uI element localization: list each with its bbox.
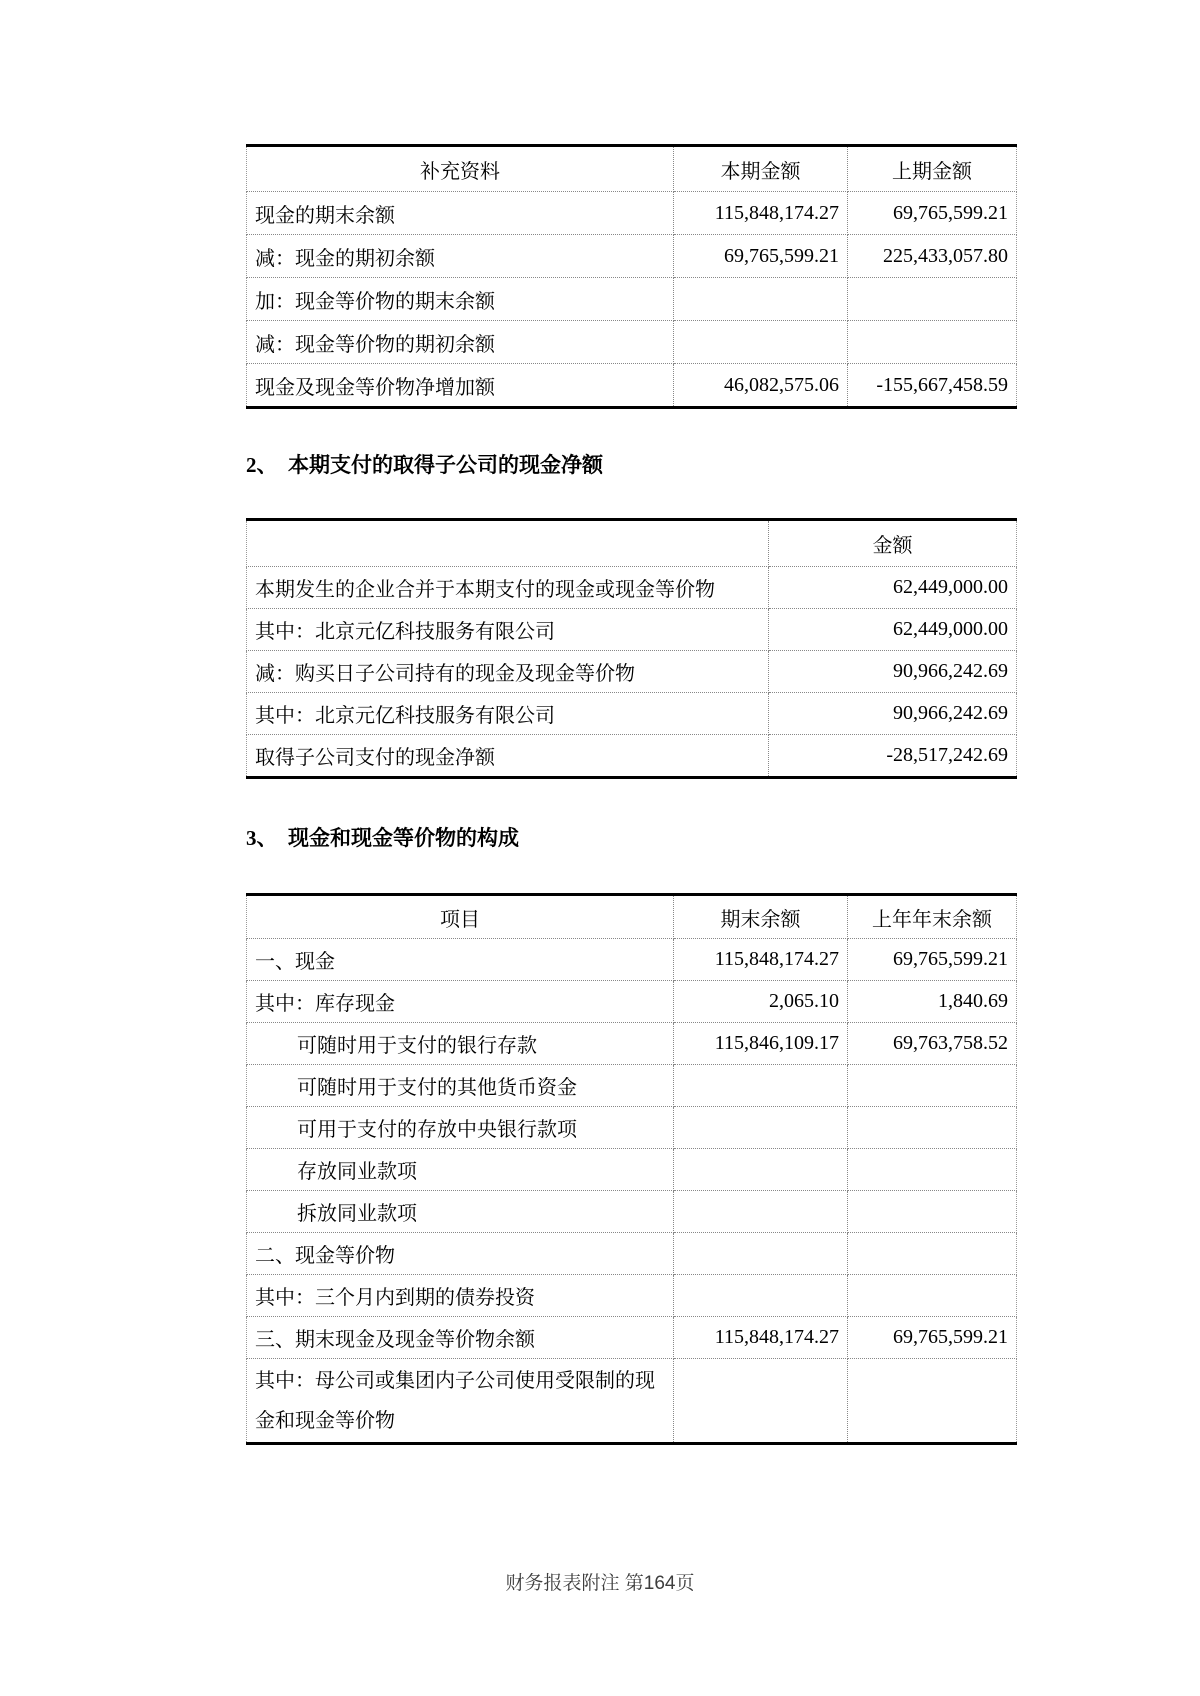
current-amount: 69,765,599.21 bbox=[674, 235, 848, 278]
table-row bbox=[247, 192, 1017, 235]
ending-balance: 115,848,174.27 bbox=[674, 1317, 848, 1359]
row-label: 一、现金 bbox=[247, 939, 674, 981]
supplementary-data-table bbox=[246, 144, 1017, 409]
page-footer: 财务报表附注 第164页 bbox=[505, 1573, 695, 1594]
amount: 90,966,242.69 bbox=[769, 693, 1017, 735]
current-amount: 115,848,174.27 bbox=[674, 192, 848, 235]
row-label: 可用于支付的存放中央银行款项 bbox=[247, 1107, 674, 1149]
row-label: 减：现金等价物的期初余额 bbox=[247, 321, 674, 364]
table-row bbox=[247, 981, 1017, 1023]
header-current-period-amount: 本期金额 bbox=[674, 146, 848, 192]
header-prior-year-end-balance: 上年年末余额 bbox=[848, 895, 1017, 939]
section3-heading bbox=[246, 822, 519, 852]
row-label: 现金的期末余额 bbox=[247, 192, 674, 235]
section3-title: 现金和现金等价物的构成 bbox=[288, 826, 519, 850]
table-row bbox=[247, 939, 1017, 981]
prior-year-end-balance bbox=[848, 1191, 1017, 1233]
table-header-row bbox=[247, 520, 1017, 567]
row-label: 二、现金等价物 bbox=[247, 1233, 674, 1275]
amount: 62,449,000.00 bbox=[769, 609, 1017, 651]
prior-amount: 69,765,599.21 bbox=[848, 192, 1017, 235]
section2-heading bbox=[246, 449, 603, 479]
current-amount bbox=[674, 321, 848, 364]
row-label: 本期发生的企业合并于本期支付的现金或现金等价物 bbox=[247, 567, 769, 609]
row-label: 加：现金等价物的期末余额 bbox=[247, 278, 674, 321]
table-row bbox=[247, 235, 1017, 278]
header-ending-balance: 期末余额 bbox=[674, 895, 848, 939]
table-row bbox=[247, 693, 1017, 735]
ending-balance: 115,846,109.17 bbox=[674, 1023, 848, 1065]
table-header-row bbox=[247, 895, 1017, 939]
prior-year-end-balance bbox=[848, 1065, 1017, 1107]
table-row bbox=[247, 567, 1017, 609]
table-row bbox=[247, 321, 1017, 364]
row-label: 现金及现金等价物净增加额 bbox=[247, 364, 674, 408]
ending-balance bbox=[674, 1233, 848, 1275]
amount: -28,517,242.69 bbox=[769, 735, 1017, 778]
prior-amount: 225,433,057.80 bbox=[848, 235, 1017, 278]
current-amount bbox=[674, 278, 848, 321]
table-row bbox=[247, 1065, 1017, 1107]
row-label: 存放同业款项 bbox=[247, 1149, 674, 1191]
row-label: 可随时用于支付的其他货币资金 bbox=[247, 1065, 674, 1107]
ending-balance: 2,065.10 bbox=[674, 981, 848, 1023]
table-row bbox=[247, 651, 1017, 693]
table-row bbox=[247, 735, 1017, 778]
row-label: 三、期末现金及现金等价物余额 bbox=[247, 1317, 674, 1359]
row-label: 取得子公司支付的现金净额 bbox=[247, 735, 769, 778]
prior-year-end-balance bbox=[848, 1275, 1017, 1317]
prior-year-end-balance: 69,765,599.21 bbox=[848, 939, 1017, 981]
ending-balance bbox=[674, 1149, 848, 1191]
table-row bbox=[247, 1107, 1017, 1149]
table-row bbox=[247, 1275, 1017, 1317]
table-row bbox=[247, 609, 1017, 651]
current-amount: 46,082,575.06 bbox=[674, 364, 848, 408]
amount: 90,966,242.69 bbox=[769, 651, 1017, 693]
ending-balance bbox=[674, 1065, 848, 1107]
row-label: 其中：母公司或集团内子公司使用受限制的现金和现金等价物 bbox=[247, 1359, 674, 1444]
prior-amount: -155,667,458.59 bbox=[848, 364, 1017, 408]
prior-year-end-balance bbox=[848, 1149, 1017, 1191]
row-label: 其中：三个月内到期的债券投资 bbox=[247, 1275, 674, 1317]
ending-balance bbox=[674, 1275, 848, 1317]
table-row bbox=[247, 1233, 1017, 1275]
header-blank bbox=[247, 520, 769, 567]
ending-balance bbox=[674, 1191, 848, 1233]
amount: 62,449,000.00 bbox=[769, 567, 1017, 609]
ending-balance: 115,848,174.27 bbox=[674, 939, 848, 981]
row-label: 拆放同业款项 bbox=[247, 1191, 674, 1233]
section2-title: 本期支付的取得子公司的现金净额 bbox=[288, 453, 603, 477]
row-label: 其中：北京元亿科技服务有限公司 bbox=[247, 609, 769, 651]
section2-number: 2、 bbox=[246, 453, 278, 477]
subsidiary-acquisition-cash-table bbox=[246, 518, 1017, 779]
header-item: 项目 bbox=[247, 895, 674, 939]
prior-year-end-balance bbox=[848, 1233, 1017, 1275]
row-label: 减：购买日子公司持有的现金及现金等价物 bbox=[247, 651, 769, 693]
prior-year-end-balance bbox=[848, 1107, 1017, 1149]
ending-balance bbox=[674, 1359, 848, 1444]
row-label: 减：现金的期初余额 bbox=[247, 235, 674, 278]
row-label: 其中：北京元亿科技服务有限公司 bbox=[247, 693, 769, 735]
header-amount: 金额 bbox=[769, 520, 1017, 567]
prior-year-end-balance: 69,765,599.21 bbox=[848, 1317, 1017, 1359]
cash-composition-table bbox=[246, 893, 1017, 1445]
table-row bbox=[247, 364, 1017, 408]
prior-amount bbox=[848, 321, 1017, 364]
table-row bbox=[247, 1359, 1017, 1444]
table-header-row bbox=[247, 146, 1017, 192]
table-row bbox=[247, 1023, 1017, 1065]
table-row bbox=[247, 278, 1017, 321]
table-row bbox=[247, 1149, 1017, 1191]
prior-year-end-balance: 1,840.69 bbox=[848, 981, 1017, 1023]
prior-year-end-balance: 69,763,758.52 bbox=[848, 1023, 1017, 1065]
row-label: 其中：库存现金 bbox=[247, 981, 674, 1023]
ending-balance bbox=[674, 1107, 848, 1149]
prior-amount bbox=[848, 278, 1017, 321]
header-prior-period-amount: 上期金额 bbox=[848, 146, 1017, 192]
section3-number: 3、 bbox=[246, 826, 278, 850]
row-label: 可随时用于支付的银行存款 bbox=[247, 1023, 674, 1065]
prior-year-end-balance bbox=[848, 1359, 1017, 1444]
table-row bbox=[247, 1191, 1017, 1233]
table-row bbox=[247, 1317, 1017, 1359]
header-supplementary-data: 补充资料 bbox=[247, 146, 674, 192]
